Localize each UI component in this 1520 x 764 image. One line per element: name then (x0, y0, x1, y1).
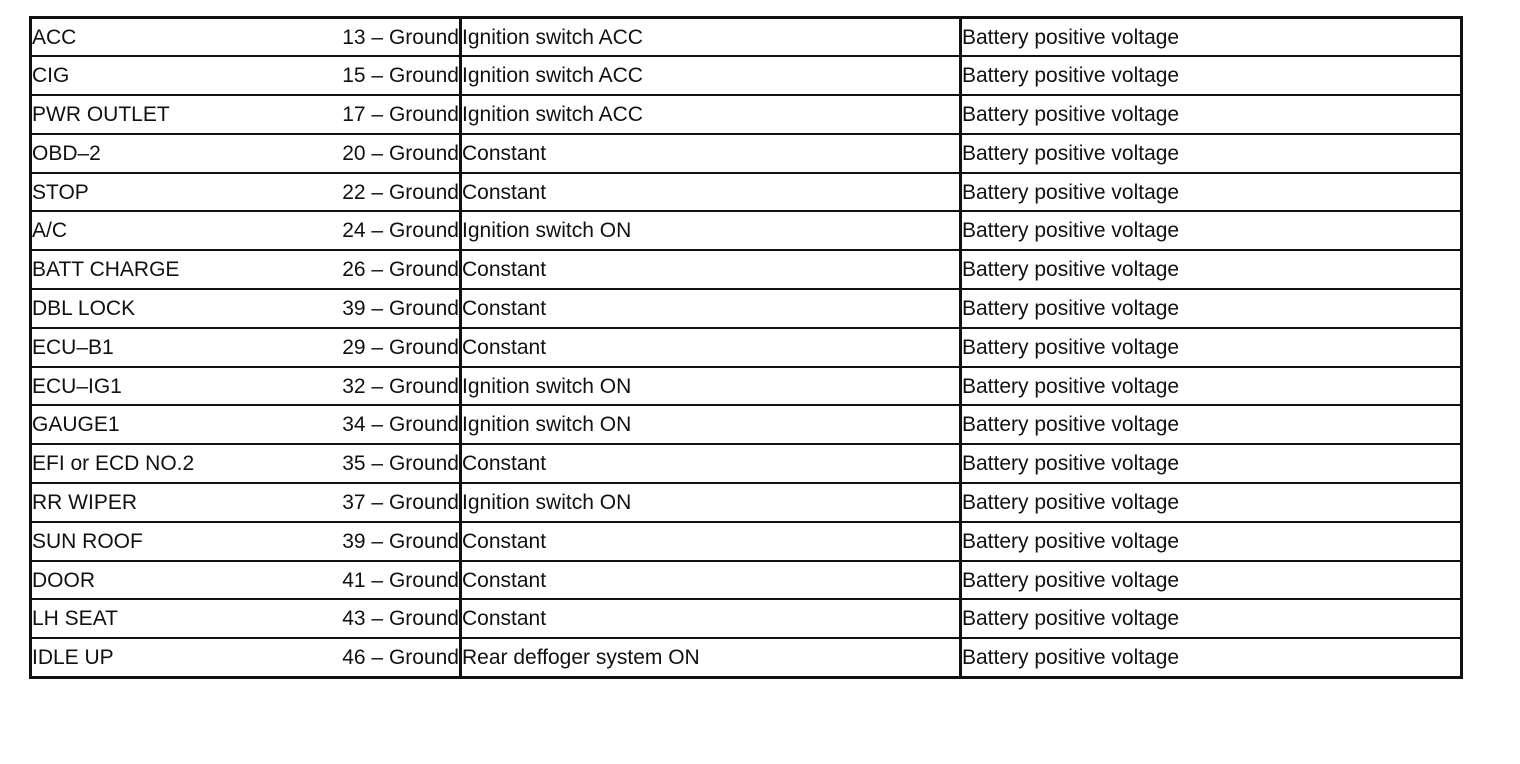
table-row (31, 173, 1462, 212)
terminal-cell (31, 18, 461, 57)
terminal-connection: 35 – Ground (342, 452, 459, 476)
specified-value-cell: Battery positive voltage (961, 95, 1462, 134)
terminal-cell-inner (32, 298, 459, 319)
circuit-name: PWR OUTLET (32, 102, 170, 126)
circuit-name: BATT CHARGE (32, 258, 180, 282)
table-row (31, 18, 1462, 57)
terminal-connection: 46 – Ground (342, 645, 459, 669)
terminal-cell (31, 289, 461, 328)
terminal-cell-inner (32, 65, 459, 86)
table-row (31, 56, 1462, 95)
terminal-cell-inner (32, 104, 459, 125)
condition-cell: Ignition switch ON (461, 367, 961, 406)
circuit-name: CIG (32, 64, 70, 88)
specified-value-cell: Battery positive voltage (961, 561, 1462, 600)
terminal-cell (31, 561, 461, 600)
terminal-connection: 15 – Ground (342, 64, 459, 88)
terminal-connection: 34 – Ground (342, 413, 459, 437)
table-row (31, 522, 1462, 561)
specified-value-cell: Battery positive voltage (961, 56, 1462, 95)
condition-cell: Constant (461, 561, 961, 600)
specified-value-cell: Battery positive voltage (961, 18, 1462, 57)
table-row (31, 134, 1462, 173)
table-row (31, 328, 1462, 367)
terminal-cell (31, 211, 461, 250)
specified-value-cell: Battery positive voltage (961, 211, 1462, 250)
condition-cell: Constant (461, 289, 961, 328)
table-row (31, 405, 1462, 444)
terminal-connection: 29 – Ground (342, 335, 459, 359)
table-row (31, 561, 1462, 600)
table-body (31, 18, 1462, 678)
terminal-cell-inner (32, 143, 459, 164)
terminal-cell-inner (32, 570, 459, 591)
terminal-cell-inner (32, 647, 459, 668)
condition-cell: Constant (461, 250, 961, 289)
condition-cell: Ignition switch ON (461, 405, 961, 444)
terminal-cell-inner (32, 376, 459, 397)
condition-cell: Ignition switch ON (461, 211, 961, 250)
terminal-cell (31, 328, 461, 367)
terminal-cell (31, 444, 461, 483)
table-row (31, 599, 1462, 638)
condition-cell: Constant (461, 173, 961, 212)
terminal-cell-inner (32, 414, 459, 435)
terminal-connection: 20 – Ground (342, 141, 459, 165)
terminal-cell-inner (32, 259, 459, 280)
terminal-connection: 32 – Ground (342, 374, 459, 398)
specified-value-cell: Battery positive voltage (961, 250, 1462, 289)
specified-value-cell: Battery positive voltage (961, 289, 1462, 328)
terminal-cell (31, 522, 461, 561)
circuit-name: GAUGE1 (32, 413, 120, 437)
terminal-connection: 39 – Ground (342, 296, 459, 320)
terminal-cell (31, 56, 461, 95)
terminal-connection: 37 – Ground (342, 490, 459, 514)
circuit-name: DOOR (32, 568, 95, 592)
specified-value-cell: Battery positive voltage (961, 328, 1462, 367)
table-row (31, 367, 1462, 406)
circuit-name: ECU–B1 (32, 335, 114, 359)
terminal-connection: 13 – Ground (342, 25, 459, 49)
condition-cell: Constant (461, 328, 961, 367)
condition-cell: Constant (461, 134, 961, 173)
circuit-name: STOP (32, 180, 89, 204)
terminal-cell (31, 173, 461, 212)
circuit-name: OBD–2 (32, 141, 101, 165)
terminal-cell-inner (32, 337, 459, 358)
terminal-cell-inner (32, 220, 459, 241)
terminal-cell (31, 95, 461, 134)
terminal-connection: 41 – Ground (342, 568, 459, 592)
table-row (31, 211, 1462, 250)
terminal-connection: 26 – Ground (342, 258, 459, 282)
circuit-name: LH SEAT (32, 607, 118, 631)
condition-cell: Constant (461, 522, 961, 561)
terminal-connection: 43 – Ground (342, 607, 459, 631)
terminal-cell-inner (32, 182, 459, 203)
terminal-cell (31, 483, 461, 522)
circuit-name: RR WIPER (32, 490, 137, 514)
condition-cell: Ignition switch ACC (461, 95, 961, 134)
terminal-cell-inner (32, 608, 459, 629)
specified-value-cell: Battery positive voltage (961, 483, 1462, 522)
circuit-name: ACC (32, 25, 77, 49)
circuit-name: DBL LOCK (32, 296, 136, 320)
specified-value-cell: Battery positive voltage (961, 367, 1462, 406)
terminal-cell-inner (32, 492, 459, 513)
condition-cell: Rear deffoger system ON (461, 638, 961, 677)
condition-cell: Constant (461, 444, 961, 483)
circuit-name: ECU–IG1 (32, 374, 122, 398)
terminal-cell (31, 405, 461, 444)
specified-value-cell: Battery positive voltage (961, 638, 1462, 677)
specified-value-cell: Battery positive voltage (961, 173, 1462, 212)
condition-cell: Constant (461, 599, 961, 638)
circuit-name: A/C (32, 219, 68, 243)
specified-value-cell: Battery positive voltage (961, 522, 1462, 561)
table-row (31, 289, 1462, 328)
specified-value-cell: Battery positive voltage (961, 444, 1462, 483)
terminal-cell (31, 367, 461, 406)
terminal-cell (31, 250, 461, 289)
table-row (31, 250, 1462, 289)
terminal-connection: 39 – Ground (342, 529, 459, 553)
terminal-cell (31, 638, 461, 677)
condition-cell: Ignition switch ACC (461, 56, 961, 95)
condition-cell: Ignition switch ON (461, 483, 961, 522)
table-row (31, 95, 1462, 134)
terminal-cell (31, 134, 461, 173)
table-row (31, 483, 1462, 522)
circuit-name: IDLE UP (32, 645, 114, 669)
specified-value-cell: Battery positive voltage (961, 599, 1462, 638)
circuit-name: SUN ROOF (32, 529, 143, 553)
specified-value-cell: Battery positive voltage (961, 134, 1462, 173)
specified-value-cell: Battery positive voltage (961, 405, 1462, 444)
terminal-cell-inner (32, 27, 459, 48)
circuit-name: EFI or ECD NO.2 (32, 452, 195, 476)
terminal-connection: 17 – Ground (342, 102, 459, 126)
table-row (31, 444, 1462, 483)
condition-cell: Ignition switch ACC (461, 18, 961, 57)
terminal-cell (31, 599, 461, 638)
terminal-cell-inner (32, 453, 459, 474)
terminal-voltage-table (29, 16, 1463, 679)
table-row (31, 638, 1462, 677)
terminal-connection: 22 – Ground (342, 180, 459, 204)
terminal-connection: 24 – Ground (342, 219, 459, 243)
terminal-cell-inner (32, 531, 459, 552)
